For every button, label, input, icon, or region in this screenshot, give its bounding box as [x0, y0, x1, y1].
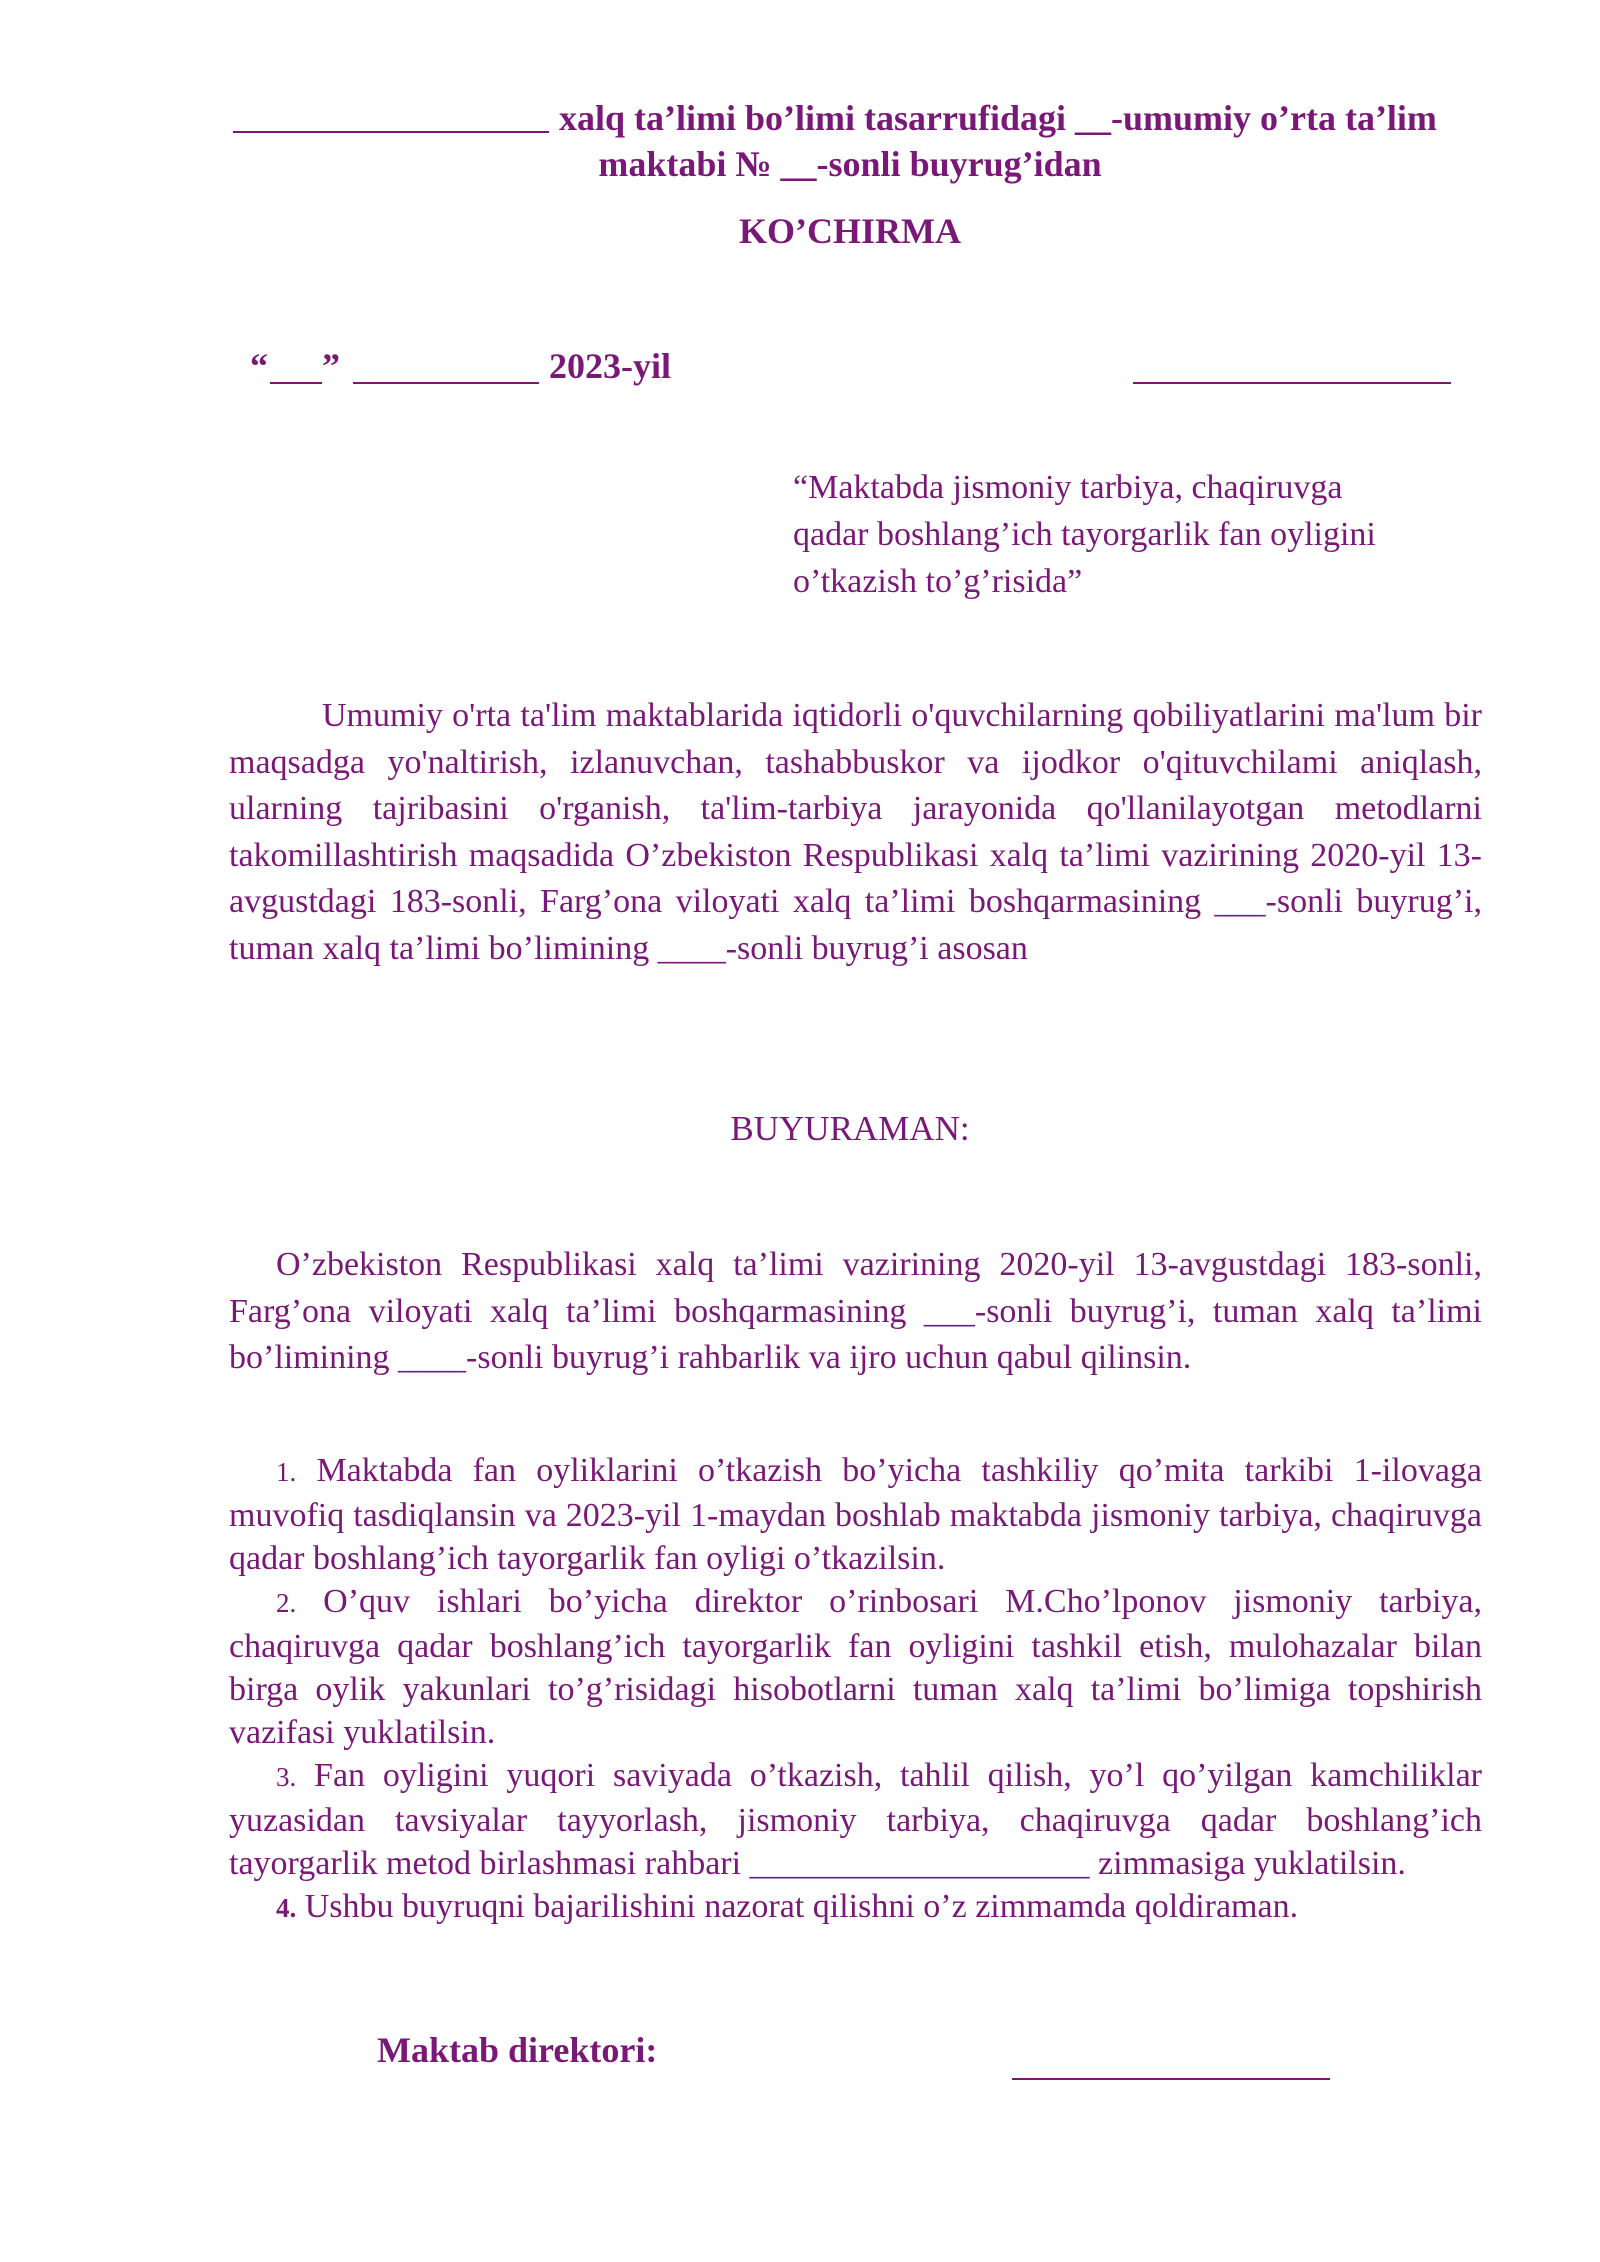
date-quote-open: “: [250, 346, 268, 386]
order-intro-paragraph: O’zbekiston Respublikasi xalq ta’limi vazirining 2020-yil 13-avgustdagi 183-sonli, Farg’ona viloyati xalq ta’limi boshqarmasining ___-sonli buyrug’i, tuman xalq ta’limi bo’limining ____-sonli buyrug’i rahbarlik va ijro uchun qabul qilinsin.: [229, 1246, 1482, 1376]
date-year: 2023-yil: [549, 346, 671, 386]
order-item-text: Maktabda fan oyliklarini o’tkazish bo’yicha tashkiliy qo’mita tarkibi 1-ilovaga muvofiq tasdiqlansin va 2023-yil 1-maydan boshlab maktabda jismoniy tarbiya, chaqiruvga qadar boshlang’ich tayorgarlik fan oyligi o’tkazilsin.: [229, 1452, 1483, 1577]
order-topic-line-3: o’tkazish to’g’risida”: [793, 563, 1083, 600]
order-item-text: O’quv ishlari bo’yicha direktor o’rinbosari M.Cho’lponov jismoniy tarbiya, chaqiruvga qadar boshlang’ich tayorgarlik fan oyligini tashkil etish, mulohazalar bilan birga oylik yakunlari to’g’risidagi hisobotlarni tuman xalq ta’limi bo’limiga topshirish vazifasi yuklatilsin.: [229, 1583, 1483, 1751]
order-heading: BUYURAMAN:: [730, 1109, 970, 1148]
order-topic-line-1: “Maktabda jismoniy tarbiya, chaqiruvga: [793, 469, 1343, 506]
signature-label: Maktab direktori:: [377, 2030, 658, 2070]
header-line-1: xalq ta’limi bo’limi tasarrufidagi __-umumiy o’rta ta’lim: [559, 98, 1437, 138]
order-topic: [793, 464, 1493, 605]
document-title: KO’CHIRMA: [739, 211, 961, 251]
preamble-paragraph: Umumiy o'rta ta'lim maktablarida iqtidorli o'quvchilarning qobiliyatlarini ma'lum bir maqsadga yo'naltirish, izlanuvchan, tashabbuskor va ijodkor o'qituvchilami aniqlash, ularning tajribasini o'rganish, ta'lim-tarbiya jarayonida qo'llanilayotgan metodlarni takomillashtirish maqsadida O’zbekiston Respublikasi xalq ta’limi vazirining 2020-yil 13-avgustdagi 183-sonli, Farg’ona viloyati xalq ta’limi boshqarmasining ___-sonli buyrug’i, tuman xalq ta’limi bo’limining ____-sonli buyrug’i asosan: [229, 697, 1482, 967]
place-blank: [1133, 382, 1451, 384]
date-quote-close: ”: [322, 346, 340, 386]
signature-blank: [1012, 2078, 1330, 2080]
order-item-4: [229, 1885, 1482, 1930]
order-item-text: Fan oyligini yuqori saviyada o’tkazish, tahlil qilish, yo’l qo’yilgan kamchiliklar yuzasidan tavsiyalar tayyorlash, jismoniy tarbiya, chaqiruvga qadar boshlang’ich tayorgarlik metod birlashmasi rahbari ____________________ zimmasiga yuklatilsin.: [229, 1757, 1482, 1882]
order-item-2: [229, 1580, 1482, 1754]
order-item-text: Ushbu buyruqni bajarilishini nazorat qilishni o’z zimmamda qoldiraman.: [304, 1888, 1299, 1925]
header-line-2: maktabi № __-sonli buyrug’idan: [598, 144, 1102, 184]
preamble: [229, 693, 1482, 972]
school-name-blank: [233, 131, 549, 133]
date-day-blank: [270, 382, 322, 384]
order-item-number: 4.: [276, 1893, 297, 1923]
order-intro: [229, 1242, 1482, 1382]
order-item-number: 3.: [276, 1762, 297, 1792]
order-topic-line-2: qadar boshlang’ich tayorgarlik fan oyligini: [793, 516, 1376, 553]
order-item-number: 1.: [276, 1457, 297, 1487]
order-item-1: [229, 1449, 1482, 1580]
order-item-number: 2.: [276, 1588, 297, 1618]
order-item-3: [229, 1754, 1482, 1885]
date-month-blank: [353, 382, 539, 384]
order-items: [229, 1449, 1482, 1930]
